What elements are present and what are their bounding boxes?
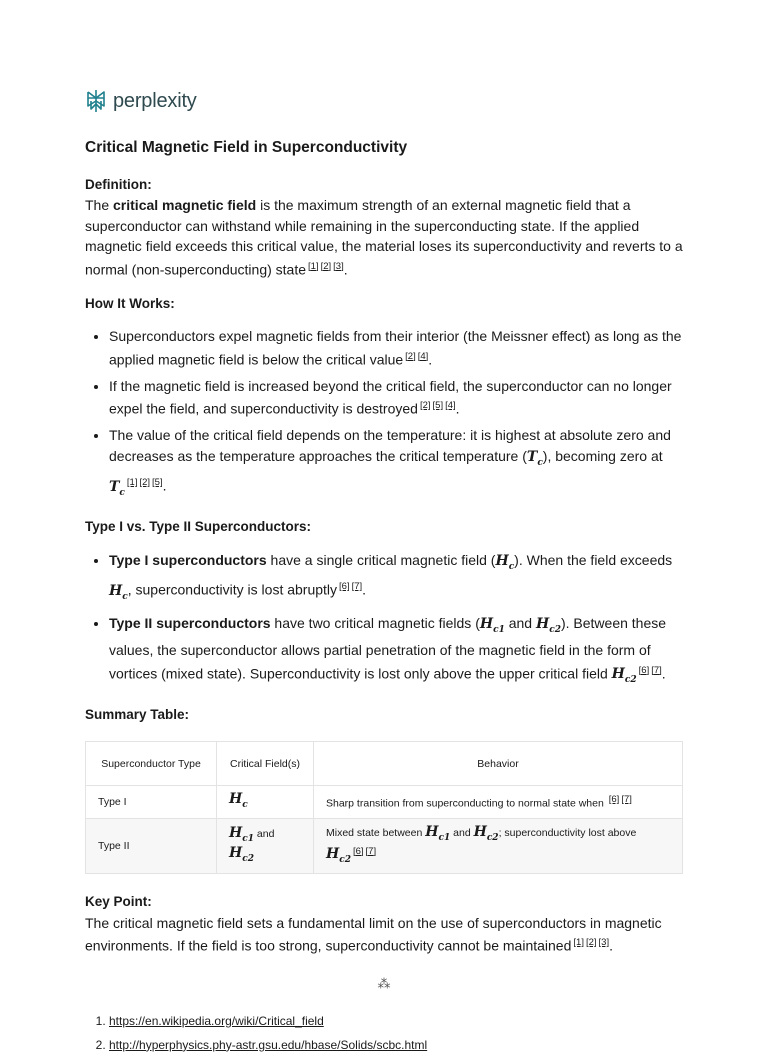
keypoint-section: [85, 892, 683, 956]
math-tc: $T_c$: [109, 478, 125, 498]
table-cell: Mixed state between $H_{c1}$ and $H_{c2}$; superconductivity lost above $H_{c2}[6]$ [7]: [314, 819, 683, 874]
table-cell: $H_{c1}$ and $H_{c2}$: [217, 819, 314, 874]
math-hc2: $H_{c2}$: [535, 615, 561, 635]
list-item: • Type II superconductors have two critical magnetic fields ($H_{c1}$ and $H_{c2}$). Between these values, the superconductor allows partial penetration of the magnetic field in the form of vortices (mixed state). Superconductivity is lost only above the upper critical field $H_{c2}[6]$ [7].: [109, 613, 683, 691]
table-cell: Type II: [86, 819, 217, 874]
citation-link[interactable]: [2]: [320, 260, 332, 272]
list-item: • Type I superconductors have a single critical magnetic field $(H_c)$. When the field exceeds $H_c$, superconductivity is lost abruptly [6] [7].: [109, 550, 683, 607]
citation-link[interactable]: [2]: [405, 350, 416, 362]
citation-link[interactable]: [2]: [585, 937, 597, 949]
math-hc1: $H_{c1}$: [229, 825, 254, 845]
citation-link[interactable]: [6]: [608, 794, 620, 806]
citation-link[interactable]: [6]: [339, 581, 350, 593]
brand-logo[interactable]: [85, 89, 197, 113]
table-header: Behavior: [314, 742, 683, 786]
citation-link[interactable]: [1]: [126, 477, 138, 489]
perplexity-logo-icon: [85, 89, 107, 113]
section-separator-icon: ⁂: [377, 976, 391, 992]
math-hc2: $H_{c2}$: [229, 845, 254, 864]
table-cell: Sharp transition from superconducting to normal state when [6] [7]: [314, 786, 683, 819]
answer-content: [85, 138, 683, 1061]
keypoint-text: The critical magnetic field sets a fundamental limit on the use of superconductors in magnetic environments. If the field is too strong, superconductivity cannot be maintained [1] [2] [3].: [85, 914, 662, 954]
citation-link[interactable]: [5]: [152, 477, 163, 489]
definition-heading: Definition:: [85, 176, 152, 192]
list-item: • Superconductors expel magnetic fields from their interior (the Meissner effect) as long as the applied magnetic field is below the critical value [2] [4].: [109, 326, 683, 370]
how-section: [85, 294, 683, 504]
citation-link[interactable]: [1]: [573, 937, 584, 949]
table-row: [86, 819, 683, 874]
how-heading: How It Works:: [85, 295, 175, 311]
math-hc1: $H_{c1}$: [425, 824, 451, 843]
citation-link[interactable]: [7]: [351, 581, 363, 593]
brand-name: perplexity: [113, 89, 197, 112]
math-hc1: $H_{c1}$: [479, 615, 505, 635]
citation-link[interactable]: [7]: [651, 664, 662, 676]
list-item: • If the magnetic field is increased beyond the critical field, the superconductor can no longer expel the field, and superconductivity is destroyed [2] [5] [4].: [109, 376, 683, 420]
types-heading: Type I vs. Type II Superconductors:: [85, 519, 312, 535]
table-header: Critical Field(s): [217, 742, 314, 786]
summary-table: [85, 741, 683, 874]
reference-item: [109, 1037, 683, 1053]
citation-link[interactable]: [1]: [308, 260, 319, 272]
citation-link[interactable]: [2]: [139, 477, 151, 489]
keypoint-heading: Key Point:: [85, 894, 152, 910]
table-header-row: [86, 742, 683, 786]
citation-link[interactable]: [5]: [432, 400, 444, 412]
citation-link[interactable]: [6]: [638, 664, 650, 676]
table-heading: Summary Table:: [85, 706, 190, 722]
list-item: • The value of the critical field depends on the temperature: it is highest at absolute zero and decreases as the temperature approaches the critical temperature $(T_c)$, becoming zero at $T_c[1]$ [2] [5].: [109, 425, 683, 503]
types-list: [85, 550, 683, 691]
citation-link[interactable]: [7]: [621, 794, 632, 806]
table-header: Superconductor Type: [86, 742, 217, 786]
math-hc: $H_c$: [229, 791, 248, 811]
reference-item: [109, 1013, 683, 1029]
citation-link[interactable]: [6]: [352, 845, 364, 857]
reference-link[interactable]: http://hyperphysics.phy-astr.gsu.edu/hbase/Solids/scbc.html: [109, 1037, 428, 1052]
citation-link[interactable]: [7]: [365, 845, 377, 857]
math-hc: $H_c$: [495, 552, 515, 572]
references-list: [85, 1013, 683, 1053]
definition-section: [85, 175, 683, 280]
citation-link[interactable]: [3]: [333, 260, 344, 272]
how-list: [85, 326, 683, 503]
types-section: [85, 517, 683, 691]
citation-link[interactable]: [2]: [419, 400, 431, 412]
citation-link[interactable]: [4]: [445, 400, 456, 412]
reference-link[interactable]: https://en.wikipedia.org/wiki/Critical_field: [109, 1013, 324, 1028]
math-hc2: $H_{c2}$: [611, 666, 637, 686]
table-cell: Type I: [86, 786, 217, 819]
table-cell: [217, 786, 314, 819]
math-hc2: $H_{c2}$: [326, 846, 351, 866]
citation-link[interactable]: [3]: [598, 937, 610, 949]
page-title: Critical Magnetic Field in Superconductivity: [85, 139, 408, 156]
math-hc: $H_c$: [109, 582, 128, 602]
table-row: [86, 786, 683, 819]
citation-link[interactable]: [4]: [417, 350, 429, 362]
math-tc: $T_c$: [526, 448, 543, 468]
math-hc2: $H_{c2}$: [473, 824, 499, 843]
definition-text: The critical magnetic field is the maximum strength of an external magnetic field that a superconductor can withstand while remaining in the superconducting state. If the applied magnetic field exceeds this critical value, the material loses its superconductivity and reverts to a normal (non-superconducting) state [1] [2] [3].: [85, 197, 683, 278]
